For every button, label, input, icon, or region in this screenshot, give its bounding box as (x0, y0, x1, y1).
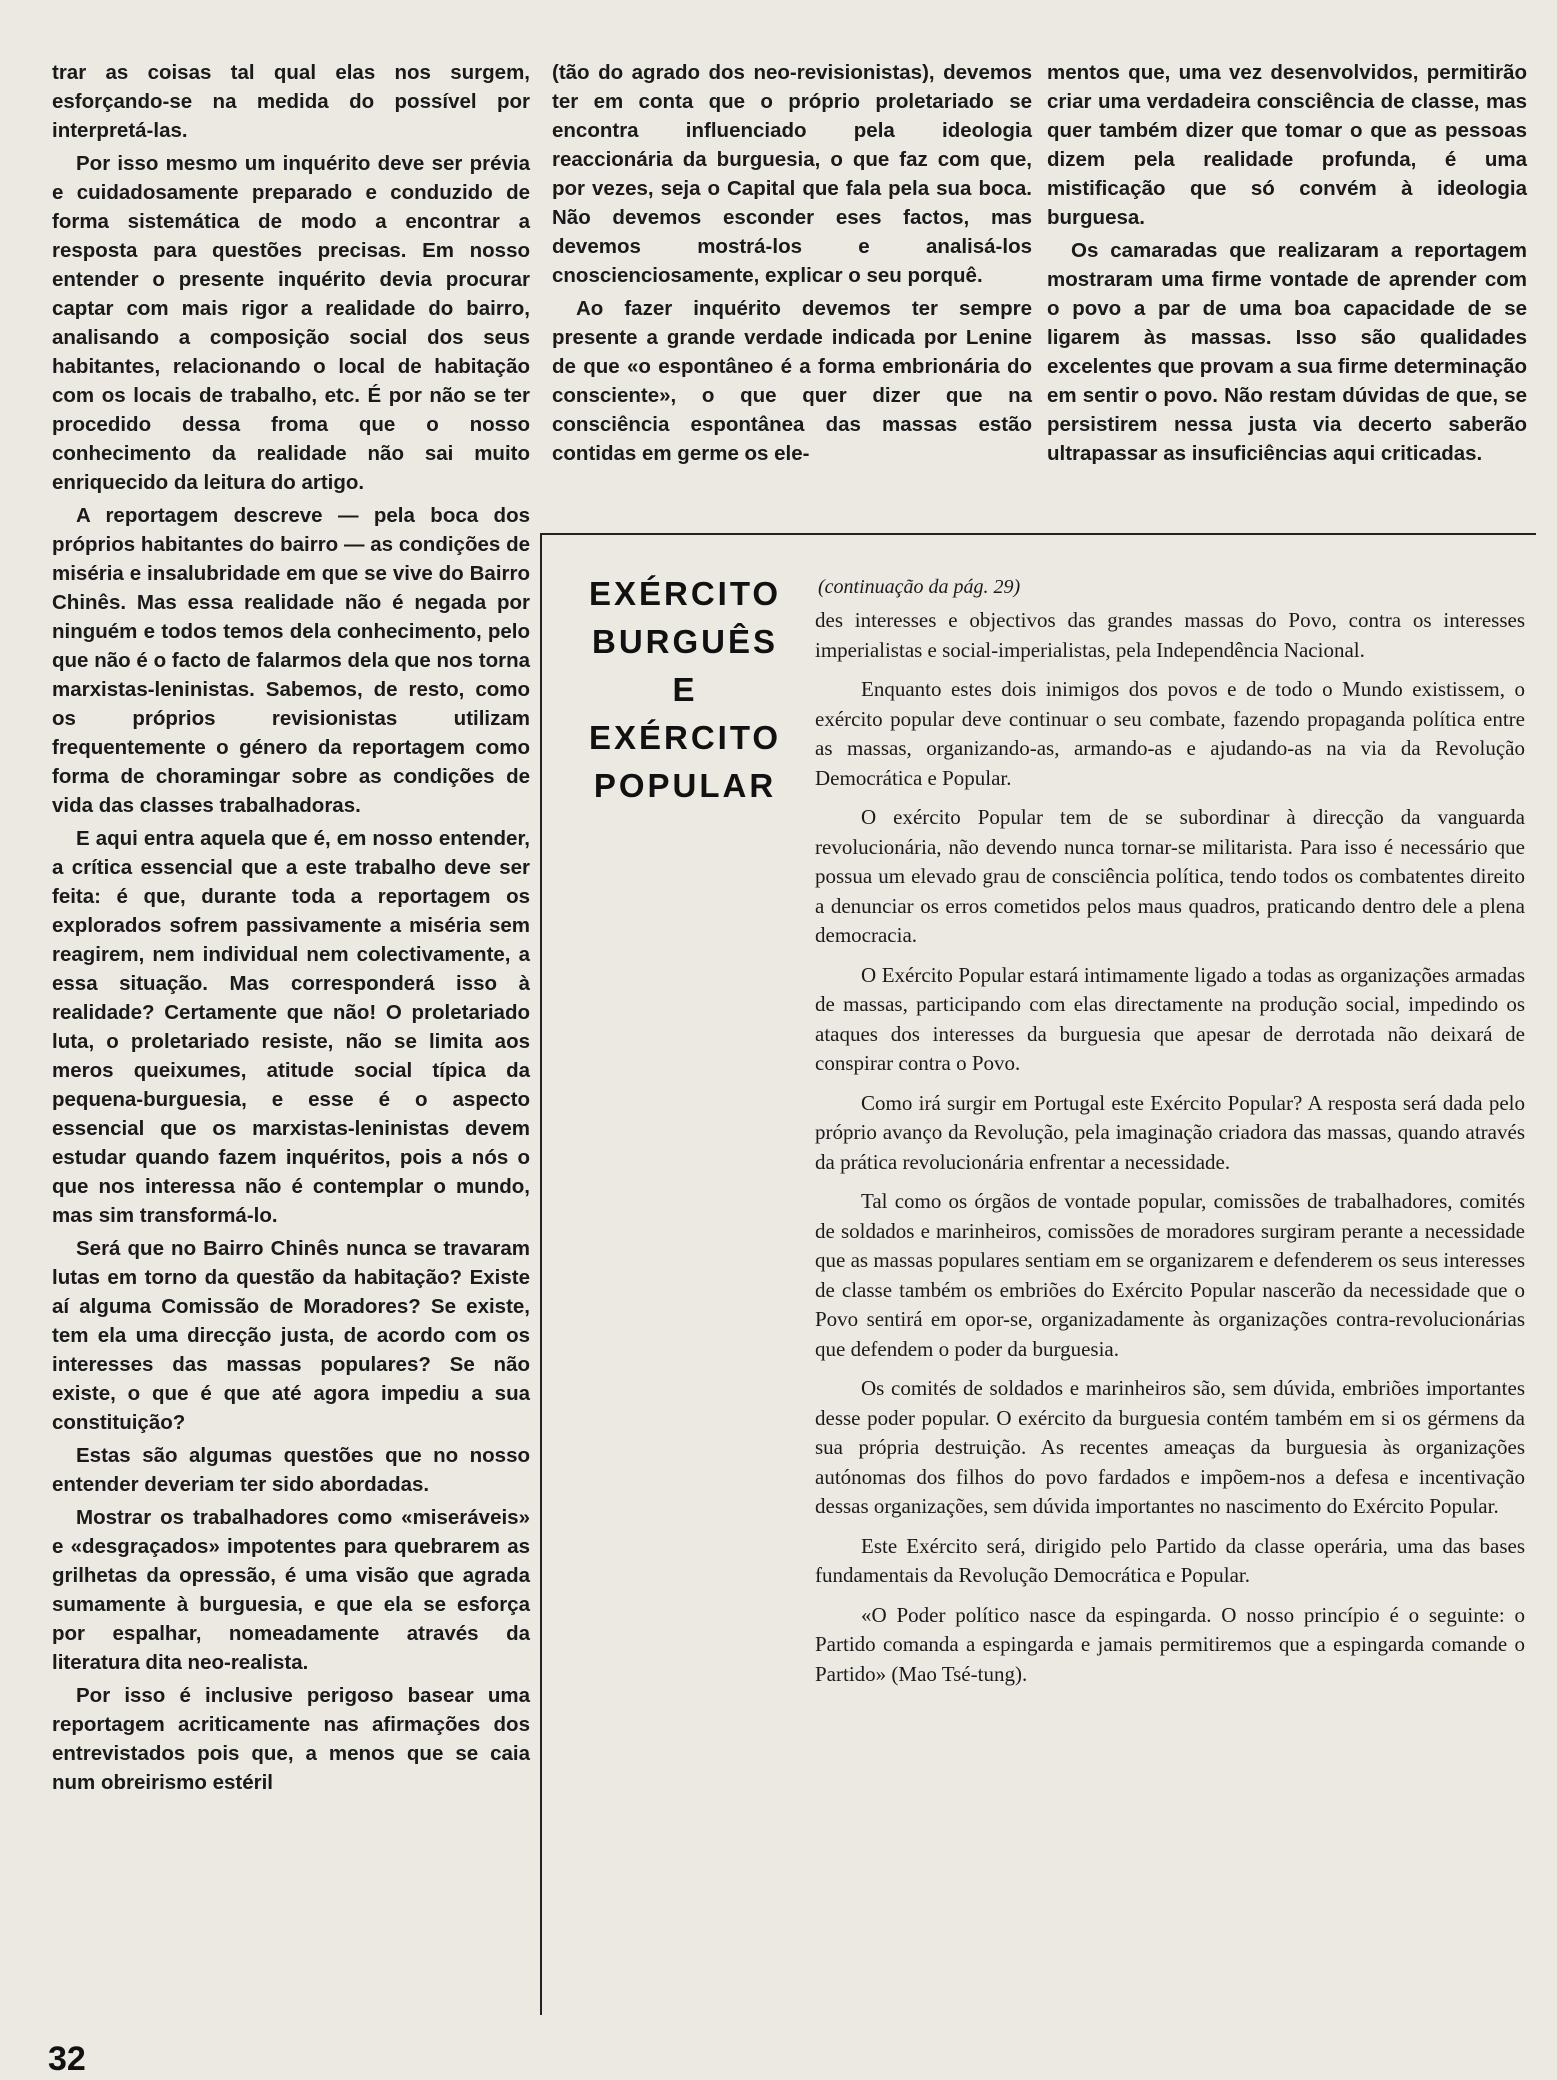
paragraph: Será que no Bairro Chinês nunca se travaram lutas em torno da questão da habitação? Existe aí alguma Comissão de Moradores? Se existe, tem ela uma direcção justa, de acordo com os interesses das massas populares? Se não existe, o que é que até agora impediu a sua constituição? (52, 1237, 530, 1434)
box-top-rule (540, 533, 1536, 535)
paragraph: Estas são algumas questões que no nosso entender deveriam ter sido abordadas. (52, 1444, 530, 1496)
paragraph: Este Exército será, dirigido pelo Partido da classe operária, uma das bases fundamentais da Revolução Democrática e Popular. (815, 1533, 1525, 1587)
paragraph: Enquanto estes dois inimigos dos povos e de todo o Mundo existissem, o exército popular deve continuar o seu combate, fazendo propaganda política entre as massas, organizando-as, armando-as e ajudando-as na via da Revolução Democrática e Popular. (815, 677, 1525, 790)
text-column-right (1047, 58, 1527, 472)
headline-line: POPULAR (593, 767, 777, 804)
headline-line: EXÉRCITO (588, 575, 782, 612)
paragraph: Por isso é inclusive perigoso basear uma reportagem acriticamente nas afirmações dos entrevistados pois que, a menos que se caia num obreirismo estéril (52, 1684, 530, 1794)
paragraph: (tão do agrado dos neo-revisionistas), devemos ter em conta que o próprio proletariado se encontra influenciado pela ideologia reaccionária da burguesia, o que faz com que, por vezes, seja o Capital que fala pela sua boca. Não devemos esconder eses factos, mas devemos mostrá-los e analisá-los cnoscienciosamente, explicar o seu porquê. (552, 61, 1032, 287)
continuation-note: (continuação da pág. 29) (818, 576, 1021, 598)
article-body (815, 606, 1525, 1699)
paragraph: Mostrar os trabalhadores como «miseráveis» e «desgraçados» impotentes para quebrarem as grilhetas da opressão, é uma visão que agrada sumamente à burguesia, e que ela se esforça por espalhar, nomeadamente através da literatura dita neo-realista. (52, 1506, 530, 1674)
paragraph: E aqui entra aquela que é, em nosso entender, a crítica essencial que a este trabalho deve ser feita: é que, durante toda a reportagem os explorados sofrem passivamente a miséria sem reagirem, nem individual nem colectivamente, a essa situação. Mas corresponderá isso à realidade? Certamente que não! O proletariado luta, o proletariado resiste, não se limita aos meros queixumes, atitude social típica da pequena-burguesia, e esse é o aspecto essencial que os marxistas-leninistas devem estudar quando fazem inquéritos, pois a nós o que nos interessa não é contemplar o mundo, mas sim transformá-lo. (52, 827, 530, 1227)
paragraph: «O Poder político nasce da espingarda. O nosso princípio é o seguinte: o Partido comanda a espingarda e jamais permitiremos que a espingarda comande o Partido» (Mao Tsé-tung). (815, 1602, 1525, 1686)
paragraph: Tal como os órgãos de vontade popular, comissões de trabalhadores, comités de soldados e marinheiros, comissões de moradores surgiram perante a necessidade que as massas populares sentiam em se organizarem e defenderem os seus interesses de classe também os embriões do Exército Popular nascerão da necessidade que o Povo sentirá em opor-se, organizadamente às organizações contra-revolucionárias que defendem o poder da burguesia. (815, 1189, 1525, 1361)
paragraph: Os camaradas que realizaram a reportagem mostraram uma firme vontade de aprender com o povo a par de uma boa capacidade de se ligarem às massas. Isso são qualidades excelentes que provam a sua firme determinação em sentir o povo. Não restam dúvidas de que, se persistirem nessa justa via decerto saberão ultrapassar as insuficiências aqui criticadas. (1047, 239, 1527, 465)
paragraph: Por isso mesmo um inquérito deve ser prévia e cuidadosamente preparado e conduzido de forma sistemática de modo a encontrar a resposta para questões precisas. Em nosso entender o presente inquérito devia procurar captar com mais rigor a realidade do bairro, analisando a composição social dos seus habitantes, relacionando o local de habitação com os locais de trabalho, etc. É por não se ter procedido dessa froma que o nosso conhecimento da realidade não sai muito enriquecido da leitura do artigo. (52, 152, 530, 494)
article-box (560, 540, 1530, 2010)
box-left-rule (540, 535, 542, 2015)
headline-line: BURGUÊS (591, 623, 779, 660)
paragraph: A reportagem descreve — pela boca dos próprios habitantes do bairro — as condições de miséria e insalubridade em que se vive do Bairro Chinês. Mas essa realidade não é negada por ninguém e todos temos dela conhecimento, pelo que não é o facto de falarmos dela que nos torna marxistas-leninistas. Sabemos, de resto, como os próprios revisionistas utilizam frequentemente o género da reportagem como forma de choramingar sobre as condições de vida das classes trabalhadoras. (52, 504, 530, 817)
headline-line: E (672, 671, 698, 708)
paragraph: mentos que, uma vez desenvolvidos, permitirão criar uma verdadeira consciência de classe, mas quer também dizer que tomar o que as pessoas dizem pela realidade profunda, é uma mistificação que só convém à ideologia burguesa. (1047, 61, 1527, 229)
paragraph: des interesses e objectivos das grandes massas do Povo, contra os interesses imperialistas e social-imperialistas, pela Independência Nacional. (815, 608, 1525, 662)
text-column-left (52, 58, 530, 1801)
paragraph: O exército Popular tem de se subordinar à direcção da vanguarda revolucionária, não devendo nunca tornar-se militarista. Para isso é necessário que possua um elevado grau de consciência política, tendo todos os combatentes direito a denunciar os erros cometidos pelos maus quadros, praticando dentro dele a plena democracia. (815, 805, 1525, 947)
page-number: 32 (48, 2040, 86, 2078)
article-headline (580, 570, 790, 810)
text-column-middle (552, 58, 1032, 472)
paragraph: trar as coisas tal qual elas nos surgem, esforçando-se na medida do possível por interpretá-las. (52, 61, 530, 142)
paragraph: Como irá surgir em Portugal este Exército Popular? A resposta será dada pelo próprio avanço da Revolução, pela imaginação criadora das massas, quando através da prática revolucionária enfrentar a necessidade. (815, 1090, 1525, 1174)
headline-line: EXÉRCITO (588, 719, 782, 756)
paragraph: Os comités de soldados e marinheiros são, sem dúvida, embriões importantes desse poder popular. O exército da burguesia contém também em si os gérmens da sua própria destruição. As recentes ameaças da burguesia às organizações autónomas dos filhos do povo fardados e impõem-nos a defesa e incentivação dessas organizações, sem dúvida importantes no nascimento do Exército Popular. (815, 1376, 1525, 1518)
paragraph: O Exército Popular estará intimamente ligado a todas as organizações armadas de massas, participando com elas directamente na produção social, impedindo os ataques dos interesses da burguesia que apesar de derrotada não deixará de conspirar contra o Povo. (815, 962, 1525, 1075)
paragraph: Ao fazer inquérito devemos ter sempre presente a grande verdade indicada por Lenine de que «o espontâneo é a forma embrionária do consciente», o que quer dizer que na consciência espontânea das massas estão contidas em germe os ele- (552, 297, 1032, 465)
